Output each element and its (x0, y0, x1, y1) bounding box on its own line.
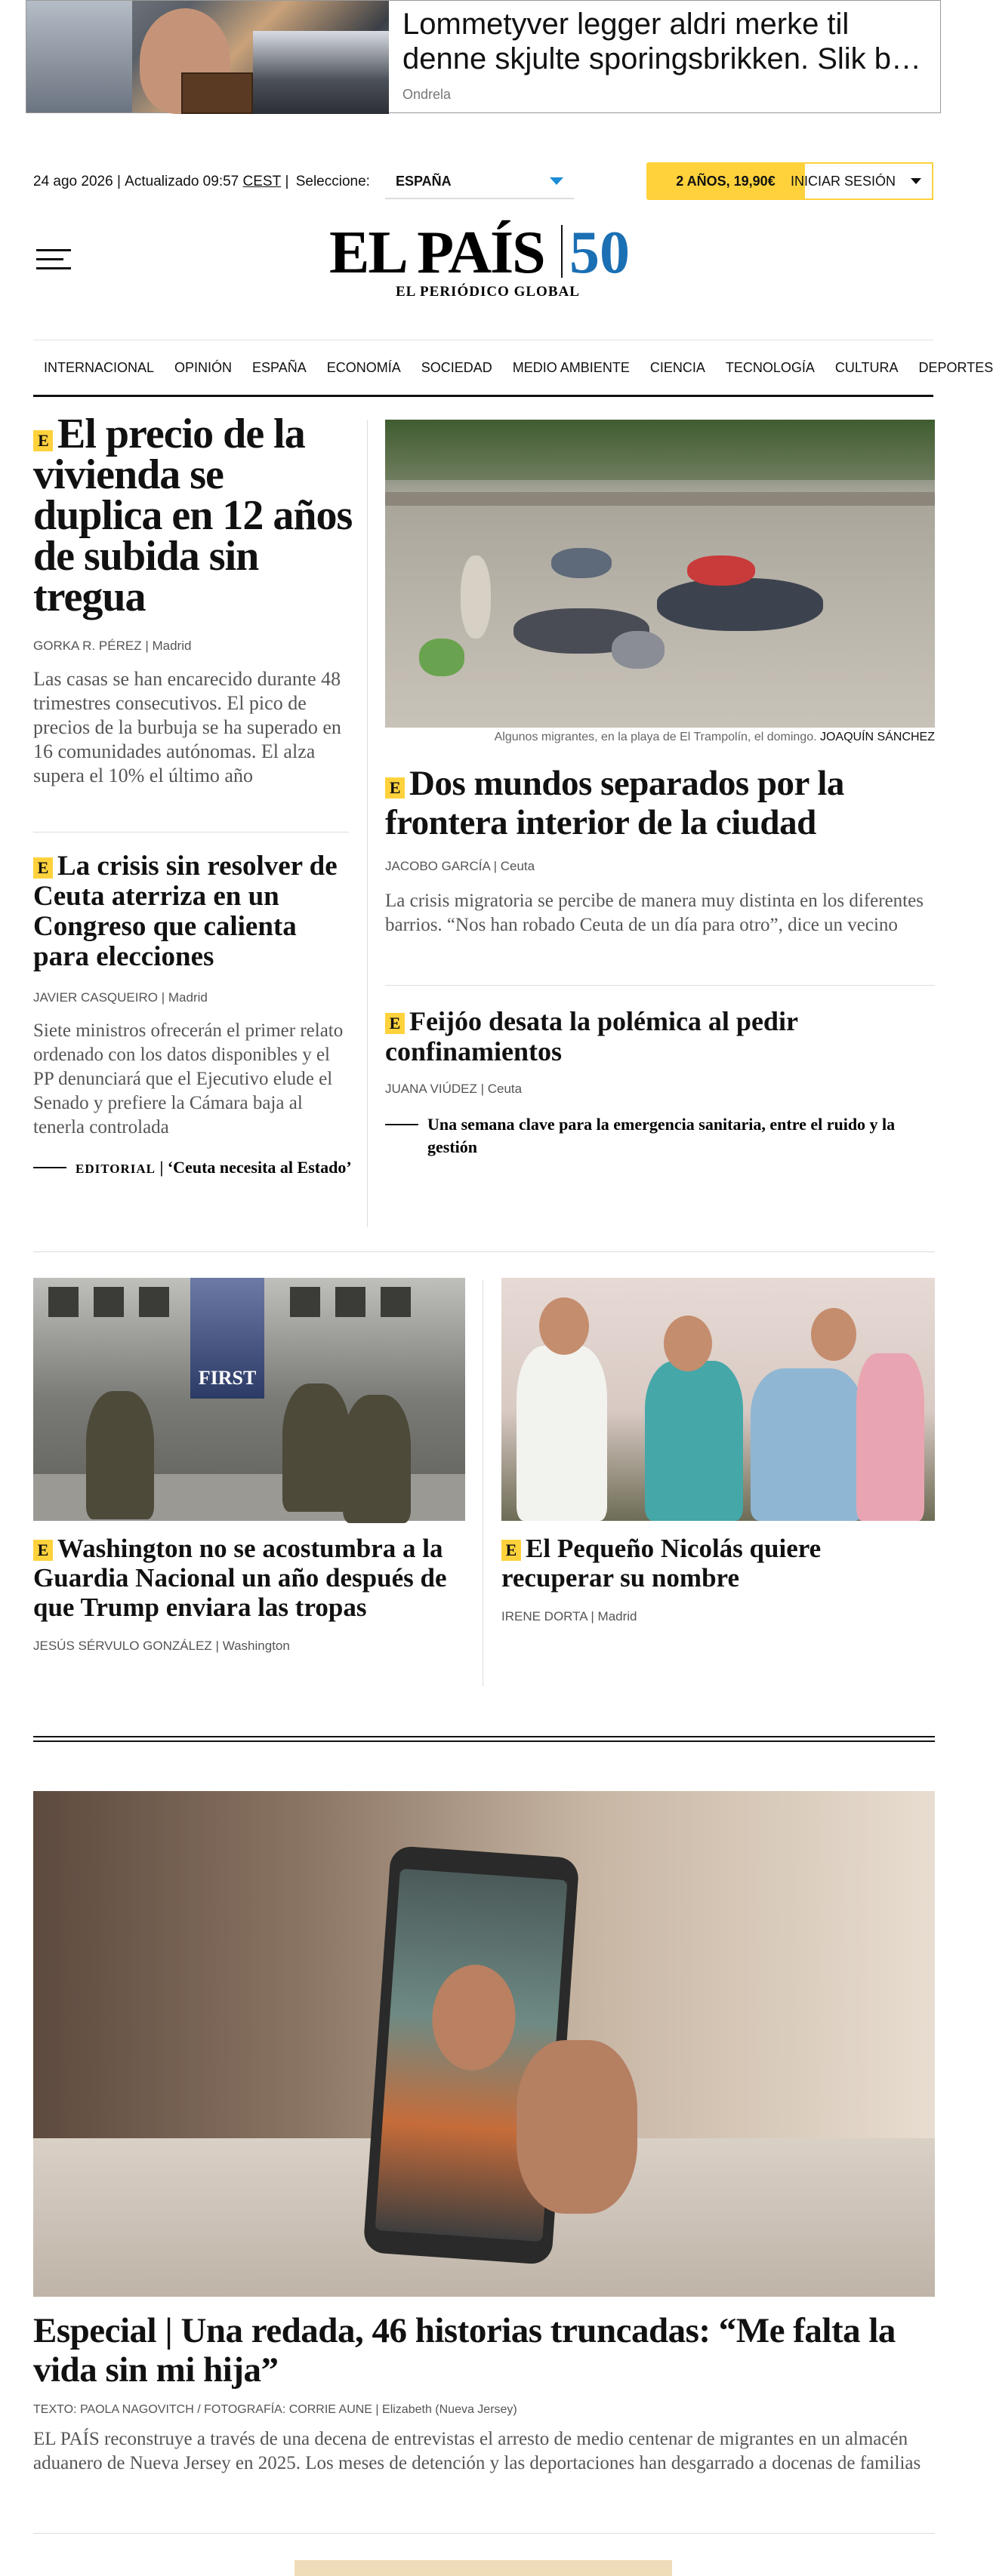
pequeno-nicolas-photo[interactable] (501, 1278, 935, 1521)
story-feijoo (385, 1006, 935, 1159)
logo-wordmark: EL PAÍS (329, 220, 544, 286)
chevron-down-icon (550, 177, 563, 185)
timezone: CEST (242, 174, 282, 189)
summary: Las casas se han encarecido durante 48 trimestres consecutivos. El pico de precios de la burbuja se ha superado en 16 comunidades autónomas. El alza supera el 10% el último año (33, 668, 341, 786)
author-link[interactable]: JAVIER CASQUEIRO (33, 990, 158, 1005)
headline[interactable] (33, 851, 354, 972)
byline: TEXTO: PAOLA NAGOVITCH / FOTOGRAFÍA: CORRIE AUNE | Elizabeth (Nueva Jersey) (33, 2403, 517, 2416)
updated-time: Actualizado 09:57 (125, 174, 239, 189)
nav-item-economia[interactable]: ECONOMÍA (326, 359, 401, 375)
section-divider (33, 1736, 935, 1742)
related-link[interactable] (385, 1113, 935, 1159)
headline-text[interactable]: Feijóo desata la polémica al pedir confinamientos (385, 1006, 798, 1066)
ad-banner[interactable] (26, 0, 941, 113)
promo-box[interactable] (295, 2560, 672, 2576)
photo-caption (385, 731, 935, 744)
nav-item-cultura[interactable]: CULTURA (834, 359, 899, 375)
headline[interactable] (385, 1006, 935, 1066)
photo-credit: JOAQUÍN SÁNCHEZ (819, 731, 935, 743)
login-button[interactable] (779, 162, 933, 200)
ad-title-line1[interactable]: Lommetyver legger aldri merke til (402, 8, 850, 41)
logo[interactable] (329, 220, 646, 303)
headline[interactable] (501, 1534, 935, 1593)
nav-item-deportes[interactable]: DEPORTES (918, 359, 993, 375)
exclusive-badge: E (385, 777, 405, 799)
headline-text[interactable]: Washington no se acostumbra a la Guardia Nacional un año después de que Trump enviara las tropas (33, 1534, 447, 1622)
nav-item-opinion[interactable]: OPINIÓN (174, 359, 233, 375)
exclusive-badge: E (33, 1540, 53, 1561)
nav-item-tecnologia[interactable]: TECNOLOGÍA (725, 359, 815, 375)
headline[interactable] (33, 1534, 467, 1622)
summary: EL PAÍS reconstruye a través de una decena de entrevistas el arresto de medio centenar de migrantes en un almacén aduanero de Nueva Jersey en 2025. Los meses de detención y las deportaciones han desgarrado a docenas de familias (33, 2429, 921, 2473)
edition-select[interactable] (385, 165, 574, 199)
location: Madrid (597, 1609, 637, 1623)
related-title[interactable]: ‘Ceuta necesita al Estado’ (167, 1158, 352, 1177)
edition-select-label: Seleccione: (295, 174, 370, 189)
headline-text[interactable]: El precio de la vivienda se duplica en 12 años de subida sin tregua (33, 411, 353, 620)
related-title[interactable]: Una semana clave para la emergencia sanitaria, entre el ruido y la gestión (427, 1115, 896, 1156)
byline: GORKA R. PÉREZ | Madrid (33, 639, 192, 653)
banner-text: FIRST (190, 1278, 264, 1399)
ad-image[interactable] (26, 1, 389, 112)
divider (385, 985, 935, 986)
story-ceuta-congreso (33, 851, 354, 1180)
menu-icon[interactable] (36, 249, 71, 272)
byline: JESÚS SÉRVULO GONZÁLEZ | Washington (33, 1639, 290, 1653)
story-dos-mundos (385, 764, 935, 937)
logo-separator (561, 225, 563, 278)
lead-story (33, 411, 354, 788)
credits[interactable]: TEXTO: PAOLA NAGOVITCH / FOTOGRAFÍA: CORRIE AUNE (33, 2403, 372, 2416)
location: Madrid (152, 639, 192, 653)
byline: JACOBO GARCÍA | Ceuta (385, 859, 535, 873)
anniversary-mark: 50 (569, 220, 630, 286)
location: Washington (222, 1639, 290, 1653)
ad-text[interactable] (389, 1, 940, 112)
special-story (33, 2311, 935, 2476)
national-guard-photo[interactable] (33, 1278, 465, 1521)
login-label: INICIAR SESIÓN (791, 173, 896, 189)
author-link[interactable]: JACOBO GARCÍA (385, 859, 490, 873)
byline: IRENE DORTA | Madrid (501, 1609, 637, 1623)
author-link[interactable]: GORKA R. PÉREZ (33, 639, 142, 653)
edition-value: ESPAÑA (395, 173, 452, 189)
location: Elizabeth (Nueva Jersey) (382, 2403, 517, 2416)
story-pequeno-nicolas (501, 1534, 935, 1624)
section-divider (33, 1251, 935, 1252)
caption-text: Algunos migrantes, en la playa de El Trampolín, el domingo. (494, 731, 817, 743)
headline-text[interactable]: La crisis sin resolver de Ceuta aterriza en un Congreso que calienta para elecciones (33, 851, 338, 972)
video-call-phone-photo[interactable] (33, 1791, 935, 2297)
exclusive-badge: E (33, 430, 53, 451)
story-washington (33, 1534, 467, 1654)
exclusive-badge: E (33, 857, 53, 879)
author-link[interactable]: JESÚS SÉRVULO GONZÁLEZ (33, 1639, 212, 1653)
dash-icon (33, 1167, 66, 1168)
summary: La crisis migratoria se percibe de manera muy distinta en los diferentes barrios. “Nos han robado Ceuta de un día para otro”, dice un vecino (385, 891, 924, 935)
location: Ceuta (487, 1082, 523, 1096)
section-nav (33, 340, 993, 397)
nav-item-medio-ambiente[interactable]: MEDIO AMBIENTE (512, 359, 630, 375)
author-link[interactable]: JUANA VIÚDEZ (385, 1082, 477, 1096)
nav-item-ciencia[interactable]: CIENCIA (649, 359, 705, 375)
byline: JAVIER CASQUEIRO | Madrid (33, 990, 208, 1005)
exclusive-badge: E (385, 1013, 405, 1034)
top-bar: 24 ago 2026 | Actualizado 09:57 CEST | Seleccione: ESPAÑA 2 AÑOS, 19,90€ INICIAR SESIÓN (33, 162, 933, 202)
summary: Siete ministros ofrecerán el primer relato ordenado con los datos disponibles y el PP denunciará que el Ejecutivo elude el Senado y prefiere la Cámara baja al tenerla controlada (33, 1020, 344, 1137)
related-link[interactable]: EDITORIAL | ‘Ceuta necesita al Estado’ (33, 1156, 354, 1180)
location: Madrid (168, 990, 208, 1005)
headline[interactable]: Especial | Una redada, 46 historias truncadas: “Me falta la vida sin mi hija” (33, 2311, 896, 2390)
exclusive-badge: E (501, 1540, 521, 1561)
ad-source: Ondrela (402, 87, 452, 102)
dash-icon (385, 1124, 418, 1125)
divider (33, 832, 349, 833)
nav-item-internacional[interactable]: INTERNACIONAL (44, 359, 155, 375)
date: 24 ago 2026 (33, 174, 113, 189)
headline[interactable] (385, 764, 935, 842)
headline-text[interactable]: El Pequeño Nicolás quiere recuperar su nombre (501, 1534, 822, 1593)
column-divider (367, 420, 368, 1227)
headline[interactable] (33, 411, 354, 620)
ceuta-beach-photo[interactable] (385, 420, 935, 728)
nav-item-sociedad[interactable]: SOCIEDAD (421, 359, 492, 375)
nav-item-espana[interactable]: ESPAÑA (252, 359, 307, 375)
subscribe-button[interactable]: 2 AÑOS, 19,90€ (646, 162, 805, 200)
related-label: EDITORIAL (76, 1162, 156, 1176)
author-link[interactable]: IRENE DORTA (501, 1609, 587, 1623)
logo-tagline: EL PERIÓDICO GLOBAL (396, 284, 580, 300)
chevron-down-icon (911, 178, 921, 184)
byline: JUANA VIÚDEZ | Ceuta (385, 1082, 523, 1096)
ad-title-line2[interactable]: denne skjulte sporingsbrikken. Slik b… (402, 42, 922, 75)
headline-text[interactable]: Dos mundos separados por la frontera interior de la ciudad (385, 764, 844, 842)
location: Ceuta (500, 859, 535, 873)
divider (33, 2533, 935, 2534)
